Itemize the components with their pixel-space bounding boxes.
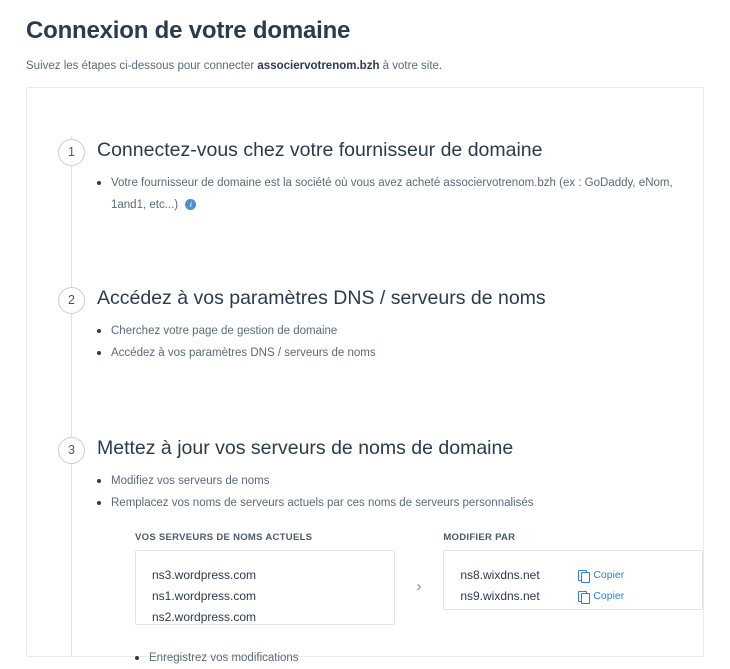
target-nameserver-1: ns8.wixdns.net [460,568,540,582]
target-nameservers-box [443,550,703,610]
step-1 [27,136,703,216]
copy-nameserver-1-button[interactable] [578,565,624,586]
copy-icon [578,591,589,602]
page-header [0,0,730,74]
page-title: Connexion de votre domaine [26,17,351,44]
current-nameserver-3: ns2.wordpress.com [152,610,257,624]
copy-label: Copier [593,590,625,602]
list-item: Remplacez vos noms de serveurs actuels par ces noms de serveurs personnalisés [97,492,703,514]
step-3-final-bullets [135,647,703,669]
page-subtitle [26,58,730,74]
step-3-bullets [97,470,703,514]
info-icon[interactable]: i [185,199,196,210]
chevron-right-icon: › [416,578,422,595]
step-2-bullets [97,320,703,364]
copy-nameserver-2-button[interactable] [578,586,624,607]
step-3 [27,434,703,669]
copy-label: Copier [593,569,625,581]
domain-name: associervotrenom.bzh [257,60,380,72]
list-item [152,586,378,607]
current-nameservers-box [135,550,395,625]
list-item: Modifiez vos serveurs de noms [97,470,703,492]
current-nameserver-2: ns1.wordpress.com [152,589,257,603]
step-2-number: 2 [58,287,85,314]
target-nameservers-label: MODIFIER PAR [443,532,516,543]
step-2 [27,284,703,364]
list-item [152,565,378,586]
steps-list [27,88,703,669]
arrow-column [395,549,444,624]
step-1-number: 1 [58,139,85,166]
step-1-bullet-text: Votre fournisseur de domaine est la société où vous avez acheté associervotrenom.bzh (ex : GoDaddy, eNom, 1and1, etc...) [111,177,673,211]
list-item: Accédez à vos paramètres DNS / serveurs de noms [97,342,703,364]
step-3-title: Mettez à jour vos serveurs de noms de domaine [97,437,514,459]
subtitle-text-after: à votre site. [379,60,443,72]
list-item [152,607,378,628]
step-2-title: Accédez à vos paramètres DNS / serveurs de noms [97,287,546,309]
steps-card [26,87,704,664]
list-item: Enregistrez vos modifications [135,647,703,669]
step-1-bullets [97,172,703,216]
copy-icon [578,570,589,581]
step-1-title: Connectez-vous chez votre fournisseur de domaine [97,139,543,161]
current-nameservers-label: VOS SERVEURS DE NOMS ACTUELS [135,532,313,543]
step-3-number: 3 [58,437,85,464]
current-nameserver-1: ns3.wordpress.com [152,568,257,582]
list-item [460,565,686,586]
target-nameserver-2: ns9.wixdns.net [460,589,540,603]
step-3-final-bullet-wrap [97,647,703,669]
list-item: Cherchez votre page de gestion de domaine [97,320,703,342]
subtitle-text-before: Suivez les étapes ci-dessous pour connecter [26,60,258,72]
list-item [460,586,686,607]
nameservers-comparison [97,532,703,625]
current-nameservers-column [135,532,395,625]
list-item [97,172,703,216]
target-nameservers-column [443,532,703,610]
